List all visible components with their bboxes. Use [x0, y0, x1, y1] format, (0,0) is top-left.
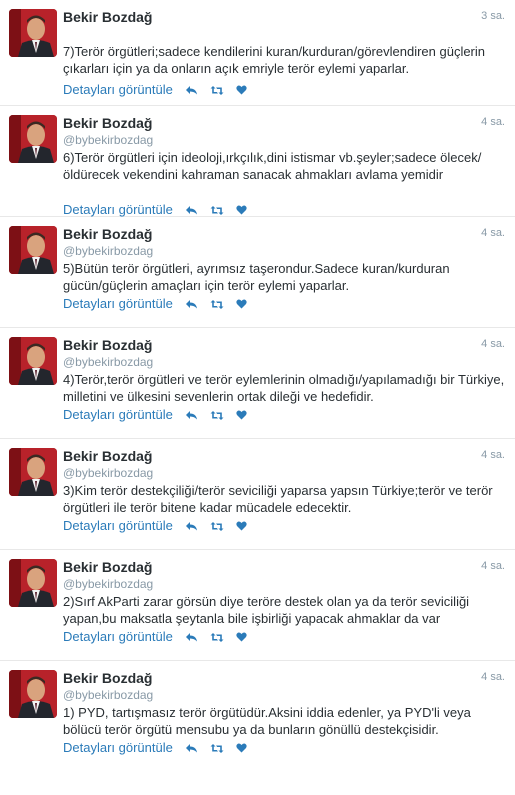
author-username[interactable]: @bybekirbozdag	[63, 133, 154, 147]
author-name[interactable]: Bekir Bozdağ	[63, 337, 153, 353]
author-name[interactable]: Bekir Bozdağ	[63, 670, 153, 686]
author-name[interactable]: Bekir Bozdağ	[63, 9, 153, 25]
tweet-item[interactable]	[0, 550, 515, 661]
favorite-icon[interactable]	[236, 205, 247, 215]
favorite-icon[interactable]	[236, 743, 247, 753]
avatar[interactable]	[9, 559, 57, 607]
reply-icon[interactable]	[185, 85, 198, 96]
tweet-time[interactable]: 4 sa.	[481, 116, 505, 128]
tweet-item[interactable]	[0, 217, 515, 328]
favorite-icon[interactable]	[236, 632, 247, 642]
reply-icon[interactable]	[185, 410, 198, 421]
avatar[interactable]	[9, 226, 57, 274]
author-username[interactable]: @bybekirbozdag	[63, 577, 154, 591]
view-details-link[interactable]: Detayları görüntüle	[63, 296, 173, 311]
tweet-item[interactable]	[0, 439, 515, 550]
tweet-time[interactable]: 3 sa.	[481, 10, 505, 22]
author-name[interactable]: Bekir Bozdağ	[63, 115, 153, 131]
tweet-actions	[63, 82, 247, 98]
tweet-header	[63, 8, 505, 42]
retweet-icon[interactable]	[210, 299, 224, 310]
tweet-actions	[63, 296, 247, 312]
retweet-icon[interactable]	[210, 743, 224, 754]
tweet-actions	[63, 202, 247, 218]
view-details-link[interactable]: Detayları görüntüle	[63, 202, 173, 217]
avatar[interactable]	[9, 9, 57, 57]
author-username[interactable]: @bybekirbozdag	[63, 244, 154, 258]
reply-icon[interactable]	[185, 632, 198, 643]
reply-icon[interactable]	[185, 743, 198, 754]
tweet-item[interactable]	[0, 328, 515, 439]
author-username[interactable]: @bybekirbozdag	[63, 466, 154, 480]
tweet-time[interactable]: 4 sa.	[481, 671, 505, 683]
retweet-icon[interactable]	[210, 632, 224, 643]
reply-icon[interactable]	[185, 521, 198, 532]
tweet-actions	[63, 629, 247, 645]
author-name[interactable]: Bekir Bozdağ	[63, 559, 153, 575]
tweet-header	[63, 558, 505, 592]
view-details-link[interactable]: Detayları görüntüle	[63, 82, 173, 97]
tweet-item[interactable]	[0, 106, 515, 217]
view-details-link[interactable]: Detayları görüntüle	[63, 407, 173, 422]
favorite-icon[interactable]	[236, 85, 247, 95]
avatar[interactable]	[9, 337, 57, 385]
favorite-icon[interactable]	[236, 299, 247, 309]
tweet-time[interactable]: 4 sa.	[481, 560, 505, 572]
retweet-icon[interactable]	[210, 205, 224, 216]
tweet-time[interactable]: 4 sa.	[481, 449, 505, 461]
tweet-actions	[63, 407, 247, 423]
retweet-icon[interactable]	[210, 410, 224, 421]
tweet-header	[63, 336, 505, 370]
tweet-header	[63, 669, 505, 703]
tweet-text: 6)Terör örgütleri için ideoloji,ırkçılık,dini istismar vb.şeyler;sadece ölecek/öldürecek vekendini kahraman sanacak ahmakları avlama yemidir	[63, 150, 482, 182]
reply-icon[interactable]	[185, 299, 198, 310]
retweet-icon[interactable]	[210, 85, 224, 96]
tweet-text: 2)Sırf AkParti zarar görsün diye teröre destek olan ya da terör seviciliği yapan,bu maksatla şeytanla bile işbirliği yapacak ahmaklar da var	[63, 594, 470, 626]
view-details-link[interactable]: Detayları görüntüle	[63, 629, 173, 644]
tweet-text: 3)Kim terör destekçiliği/terör seviciliği yaparsa yapsın Türkiye;terör ve terör örgütleri ile terör bitene kadar mücadele edecektir.	[63, 483, 493, 515]
tweet-actions	[63, 740, 247, 756]
retweet-icon[interactable]	[210, 521, 224, 532]
tweet-time[interactable]: 4 sa.	[481, 338, 505, 350]
author-name[interactable]: Bekir Bozdağ	[63, 226, 153, 242]
tweet-item[interactable]	[0, 661, 515, 772]
tweet-item[interactable]	[0, 0, 515, 106]
author-username[interactable]: @bybekirbozdag	[63, 355, 154, 369]
avatar[interactable]	[9, 670, 57, 718]
favorite-icon[interactable]	[236, 410, 247, 420]
reply-icon[interactable]	[185, 205, 198, 216]
tweet-actions	[63, 518, 247, 534]
tweet-text: 5)Bütün terör örgütleri, ayrımsız taşerondur.Sadece kuran/kurduran gücün/güçlerin amaçları için terör eylemi yaparlar.	[63, 261, 450, 293]
favorite-icon[interactable]	[236, 521, 247, 531]
avatar[interactable]	[9, 448, 57, 496]
view-details-link[interactable]: Detayları görüntüle	[63, 740, 173, 755]
tweet-header	[63, 114, 505, 148]
tweet-text: 1) PYD, tartışmasız terör örgütüdür.Aksini iddia edenler, ya PYD'li veya bölücü terör örgütü mensubu ya da bunların gönüllü destekçisidir.	[63, 705, 471, 737]
tweet-time[interactable]: 4 sa.	[481, 227, 505, 239]
tweet-text: 7)Terör örgütleri;sadece kendilerini kuran/kurduran/görevlendiren güçlerin çıkarları için ya da onların açık emriyle terör eylemi yaparlar.	[63, 44, 486, 76]
author-username[interactable]: @bybekirbozdag	[63, 688, 154, 702]
tweet-header	[63, 447, 505, 481]
tweet-text: 4)Terör,terör örgütleri ve terör eylemlerinin olmadığı/yapılamadığı bir Türkiye, milletini ve ülkesini sevenlerin ortak dileği ve hedefidir.	[63, 372, 505, 404]
avatar[interactable]	[9, 115, 57, 163]
view-details-link[interactable]: Detayları görüntüle	[63, 518, 173, 533]
author-name[interactable]: Bekir Bozdağ	[63, 448, 153, 464]
tweet-header	[63, 225, 505, 259]
